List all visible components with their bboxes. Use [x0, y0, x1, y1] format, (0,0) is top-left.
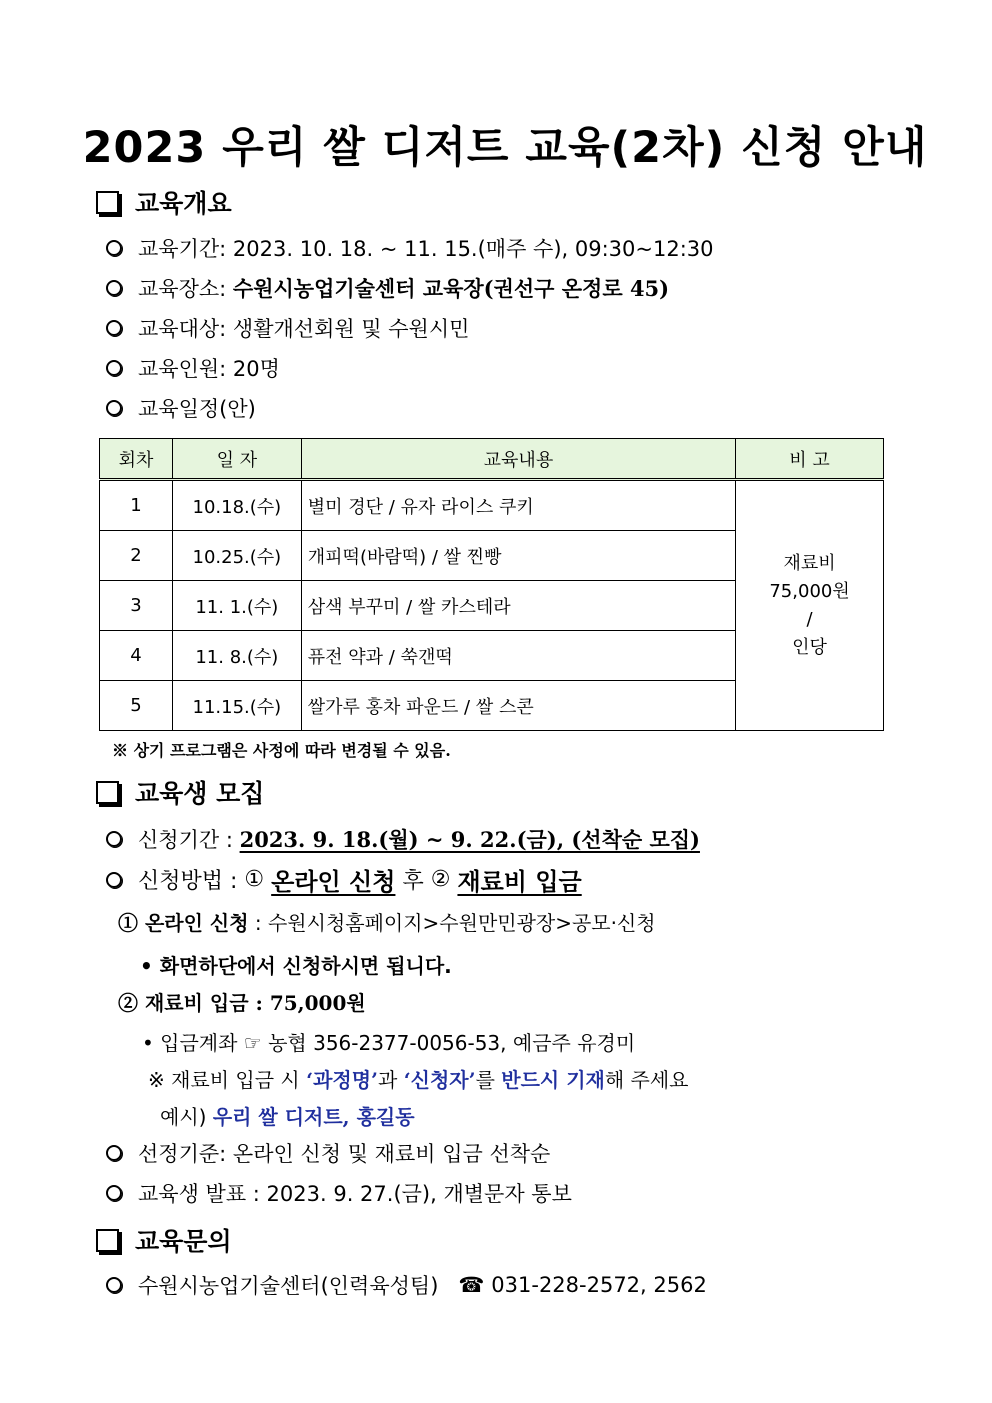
memo-must: 반드시 기재 [501, 1068, 605, 1092]
section-recruit-heading [96, 774, 264, 810]
place-label: 교육장소: [138, 277, 227, 301]
cell-no: 4 [100, 631, 173, 681]
header-remark: 비 고 [736, 439, 884, 480]
contact-org: 수원시농업기술센터(인력육성팀) [138, 1274, 439, 1298]
memo-course: ‘과정명’ [306, 1068, 378, 1092]
schedule-table [99, 438, 884, 731]
online-label: ① 온라인 신청 [118, 911, 249, 935]
schedule-label: 교육일정(안) [138, 397, 256, 421]
circle-bullet-icon [106, 400, 122, 416]
header-no: 회차 [100, 439, 173, 480]
section-overview-heading [96, 184, 232, 220]
online-path: : 수원시청홈페이지>수원만민광장>공모·신청 [254, 911, 656, 935]
program-change-note: ※ 상기 프로그램은 사정에 따라 변경될 수 있음. [112, 741, 451, 760]
remark-line: 재료비 [783, 552, 836, 574]
step1-num: ① [244, 867, 265, 892]
online-apply-line [118, 907, 656, 936]
memo-text: ※ 재료비 입금 시 [148, 1068, 307, 1092]
cell-content: 퓨전 약과 / 쑥갠떡 [301, 631, 735, 681]
cell-remark [736, 480, 884, 731]
memo-text: 과 [378, 1068, 404, 1092]
circle-bullet-icon [106, 1277, 122, 1293]
selection-criteria [106, 1138, 550, 1168]
apply-period-label: 신청기간 : [138, 828, 233, 852]
place-value: 수원시농업기술센터 교육장(권선구 온정로 45) [232, 276, 670, 301]
section-contact-heading [96, 1222, 232, 1258]
checkbox-icon [96, 1229, 119, 1252]
cell-date: 11.15.(수) [172, 681, 301, 731]
announce-value: 2023. 9. 27.(금), 개별문자 통보 [266, 1182, 572, 1206]
memo-text: 해 주세요 [604, 1068, 689, 1092]
account-value: 농협 356-2377-0056-53, 예금주 유경미 [268, 1031, 636, 1055]
circle-bullet-icon [106, 360, 122, 376]
circle-bullet-icon [106, 831, 122, 847]
checkbox-icon [96, 191, 119, 214]
header-date: 일 자 [172, 439, 301, 480]
phone-icon: ☎ [458, 1273, 485, 1297]
overview-count [106, 353, 280, 383]
cell-no: 1 [100, 480, 173, 531]
memo-applicant: ‘신청자’ [403, 1068, 476, 1092]
cell-content: 개피떡(바람떡) / 쌀 찐빵 [301, 531, 735, 581]
section-overview-title: 교육개요 [135, 189, 232, 218]
step2-num: ② [430, 867, 451, 892]
circle-bullet-icon [106, 240, 122, 256]
remark-line: 인당 [792, 636, 827, 658]
example-label: 예시) [160, 1105, 207, 1129]
cell-content: 별미 경단 / 유자 라이스 쿠키 [301, 480, 735, 531]
section-recruit-title: 교육생 모집 [135, 779, 265, 808]
account-line [142, 1027, 635, 1056]
target-label: 교육대상: [138, 317, 227, 341]
period-value: 2023. 10. 18. ~ 11. 15.(매주 수), 09:30~12:30 [232, 237, 714, 261]
section-contact-title: 교육문의 [135, 1227, 232, 1256]
table-row [100, 480, 884, 531]
method-label: 신청방법 : [138, 869, 238, 894]
circle-bullet-icon [106, 1185, 122, 1201]
cell-date: 10.25.(수) [172, 531, 301, 581]
table-header-row [100, 439, 884, 480]
criteria-value: 온라인 신청 및 재료비 입금 선착순 [232, 1142, 551, 1166]
step-after: 후 [402, 869, 424, 894]
period-label: 교육기간: [138, 237, 227, 261]
overview-period [106, 233, 714, 263]
checkbox-icon [96, 781, 119, 804]
announcement [106, 1178, 572, 1208]
circle-bullet-icon [106, 280, 122, 296]
example-line [160, 1101, 415, 1130]
fee-line: ② 재료비 입금 : 75,000원 [118, 991, 366, 1015]
step1-label: 온라인 신청 [271, 867, 396, 896]
memo-text: 를 [475, 1068, 502, 1092]
apply-method [106, 862, 582, 897]
cell-no: 3 [100, 581, 173, 631]
deposit-memo [148, 1064, 688, 1093]
overview-place [106, 273, 669, 303]
page-title: 2023 우리 쌀 디저트 교육(2차) 신청 안내 [82, 123, 928, 173]
apply-period [106, 824, 700, 854]
circle-bullet-icon [106, 320, 122, 336]
criteria-label: 선정기준: [138, 1142, 227, 1166]
step2-label: 재료비 입금 [457, 867, 582, 896]
account-prefix: • 입금계좌 ☞ [142, 1031, 269, 1055]
count-label: 교육인원: [138, 357, 227, 381]
contact-phone: 031-228-2572, 2562 [491, 1273, 707, 1297]
announce-label: 교육생 발표 : [138, 1182, 260, 1206]
circle-bullet-icon [106, 872, 122, 888]
cell-no: 5 [100, 681, 173, 731]
apply-period-value: 2023. 9. 18.(월) ~ 9. 22.(금), (선착순 모집) [239, 827, 700, 852]
overview-target [106, 313, 469, 343]
target-value: 생활개선회원 및 수원시민 [232, 317, 470, 341]
online-note: • 화면하단에서 신청하시면 됩니다. [140, 954, 452, 978]
header-content: 교육내용 [301, 439, 735, 480]
cell-date: 11. 1.(수) [172, 581, 301, 631]
cell-date: 10.18.(수) [172, 480, 301, 531]
cell-content: 삼색 부꾸미 / 쌀 카스테라 [301, 581, 735, 631]
cell-no: 2 [100, 531, 173, 581]
remark-line: / [806, 608, 813, 630]
circle-bullet-icon [106, 1145, 122, 1161]
remark-line: 75,000원 [769, 580, 850, 602]
count-value: 20명 [232, 357, 280, 381]
cell-date: 11. 8.(수) [172, 631, 301, 681]
cell-content: 쌀가루 홍차 파운드 / 쌀 스콘 [301, 681, 735, 731]
example-value: 우리 쌀 디저트, 홍길동 [212, 1105, 415, 1129]
overview-schedule [106, 393, 256, 423]
contact-line [106, 1270, 707, 1300]
